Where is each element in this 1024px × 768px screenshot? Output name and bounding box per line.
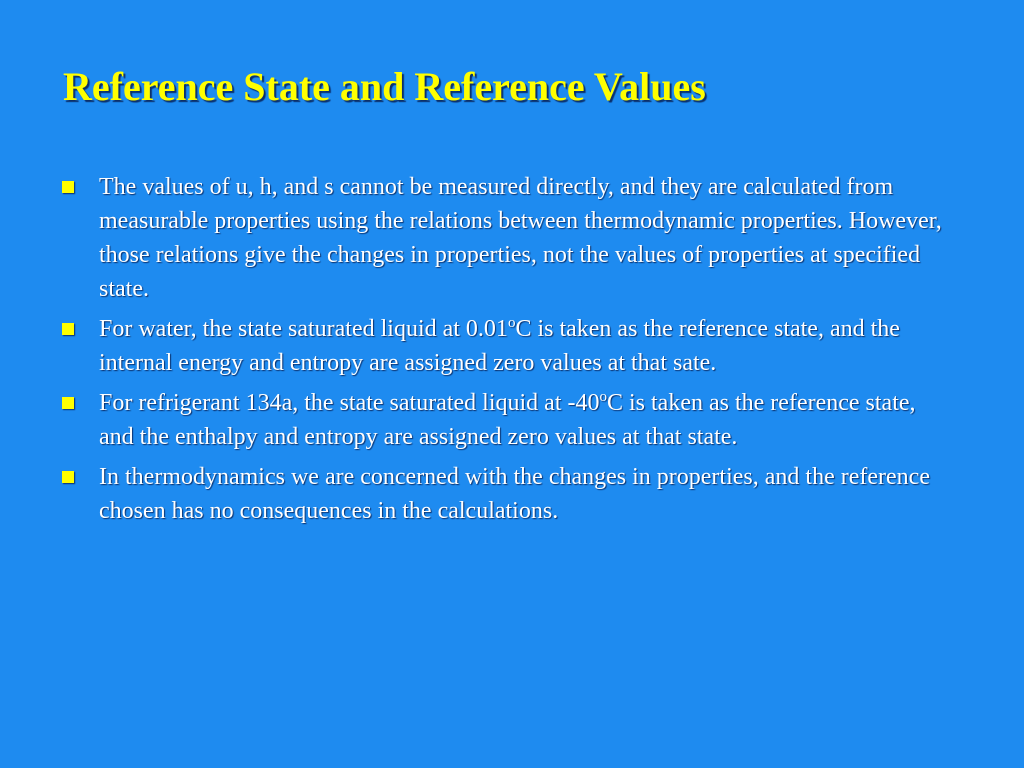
square-bullet-icon xyxy=(62,181,74,193)
bullet-text-before-degree: For water, the state saturated liquid at 0.01 xyxy=(99,316,508,342)
square-bullet-icon xyxy=(62,397,74,409)
bullet-item xyxy=(62,460,942,528)
bullet-text-before-degree: For refrigerant 134a, the state saturated liquid at -40 xyxy=(99,390,600,416)
degree-superscript: o xyxy=(507,315,516,331)
slide-title: Reference State and Reference Values xyxy=(63,64,706,109)
bullet-item xyxy=(62,312,942,380)
bullet-item xyxy=(62,170,942,306)
square-bullet-icon xyxy=(62,323,74,335)
bullet-text-after-degree: C is taken as the reference state, and the internal energy and entropy are assigned zero values at that sate. xyxy=(99,316,900,376)
bullet-item xyxy=(62,386,942,454)
bullet-text-after-degree: C is taken as the reference state, and the enthalpy and entropy are assigned zero values at that state. xyxy=(99,390,916,450)
bullet-text: The values of u, h, and s cannot be measured directly, and they are calculated from measurable properties using the relations between thermodynamic properties. However, those relations give the changes in properties, not the values of properties at specified state. xyxy=(99,174,942,302)
bullet-text: In thermodynamics we are concerned with the changes in properties, and the reference chosen has no consequences in the calculations. xyxy=(99,464,930,524)
degree-superscript: o xyxy=(599,389,607,405)
bullet-list xyxy=(62,170,942,534)
square-bullet-icon xyxy=(62,471,74,483)
